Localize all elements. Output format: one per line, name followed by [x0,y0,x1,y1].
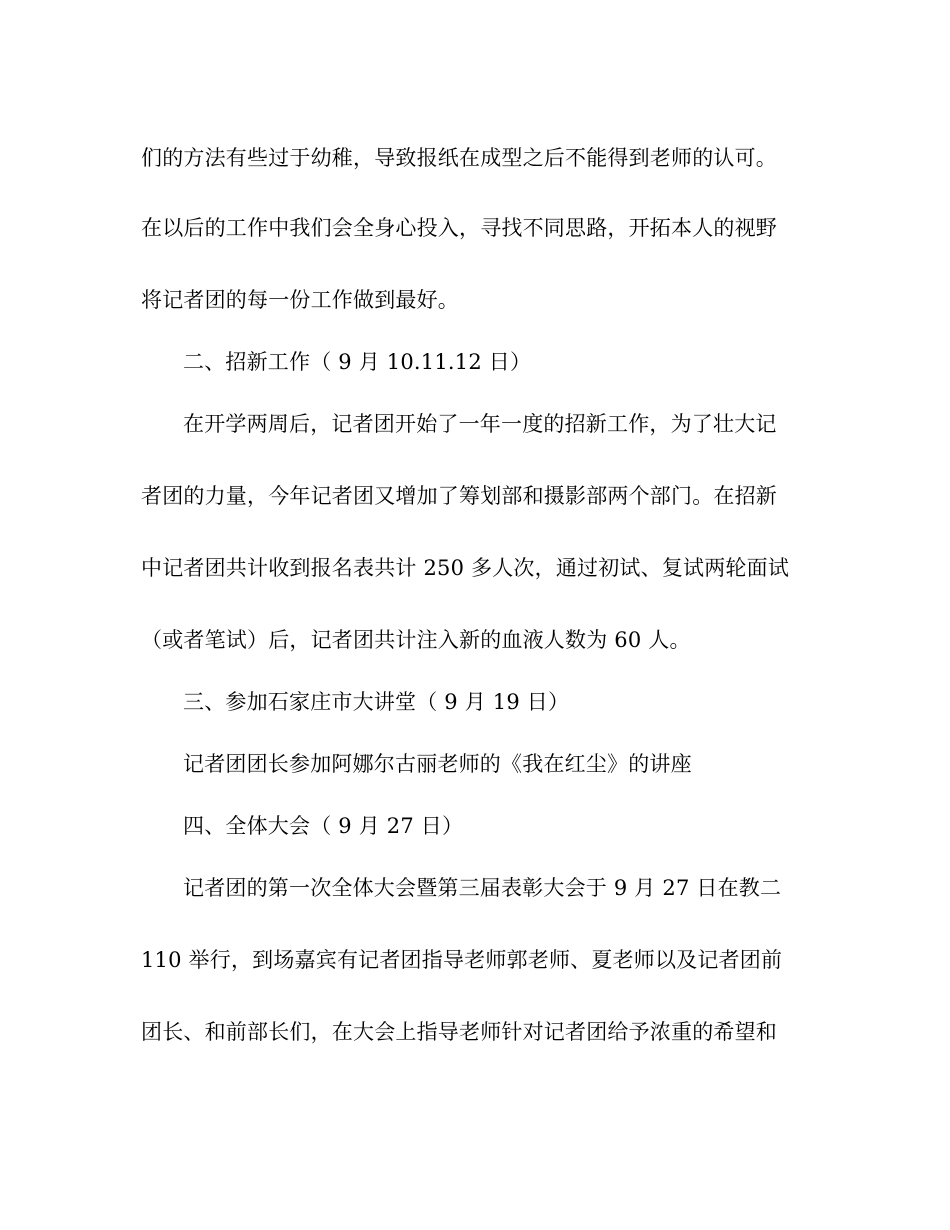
section-heading: 二、招新工作（ 9 月 10.11.12 日） [183,350,532,374]
section-heading: 四、全体大会（ 9 月 27 日） [183,814,464,838]
paragraph-line: 们的方法有些过于幼稚，导致报纸在成型之后不能得到老师的认可。 [141,146,777,170]
paragraph-line: 记者团团长参加阿娜尔古丽老师的《我在红尘》的讲座 [183,752,692,776]
paragraph-line: 记者团的第一次全体大会暨第三届表彰大会于 9 月 27 日在教二 [183,876,782,900]
paragraph-line: 在开学两周后，记者团开始了一年一度的招新工作，为了壮大记 [183,412,777,436]
paragraph-line: 在以后的工作中我们会全身心投入，寻找不同思路，开拓本人的视野 [141,216,777,240]
paragraph-line: 中记者团共计收到报名表共计 250 多人次，通过初试、复试两轮面试 [141,556,790,580]
paragraph-line: 将记者团的每一份工作做到最好。 [141,288,459,312]
paragraph-line: 110 举行，到场嘉宾有记者团指导老师郭老师、夏老师以及记者团前 [141,948,783,972]
paragraph-line: 团长、和前部长们，在大会上指导老师针对记者团给予浓重的希望和 [141,1020,777,1044]
section-heading: 三、参加石家庄市大讲堂（ 9 月 19 日） [183,690,570,714]
paragraph-line: （或者笔试）后，记者团共计注入新的血液人数为 60 人。 [141,628,691,652]
paragraph-line: 者团的力量，今年记者团又增加了筹划部和摄影部两个部门。在招新 [141,484,777,508]
